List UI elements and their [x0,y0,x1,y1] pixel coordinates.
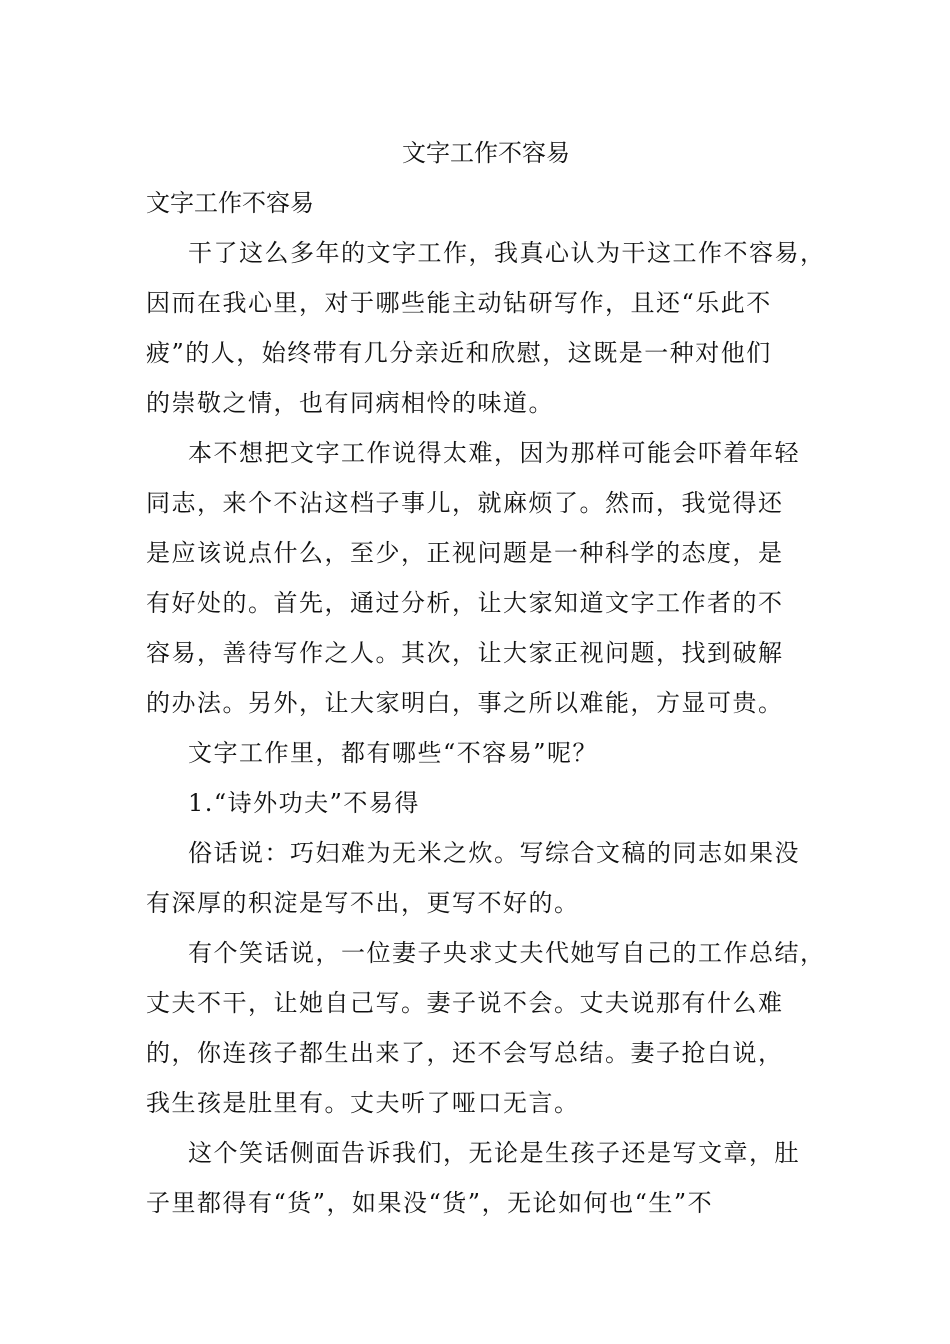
text-line: 的崇敬之情，也有同病相怜的味道。 [146,389,554,417]
text-line: 有个笑话说，一位妻子央求丈夫代她写自己的工作总结， [188,939,826,967]
text-line: 的，你连孩子都生出来了，还不会写总结。妻子抢白说， [146,1039,784,1067]
text-line: 子里都得有“货”，如果没“货”，无论如何也“生”不 [146,1189,714,1217]
text-line: 是应该说点什么，至少，正视问题是一种科学的态度，是 [146,539,784,567]
page-title: 文字工作不容易 [402,139,570,167]
text-line: 容易，善待写作之人。其次，让大家正视问题，找到破解 [146,639,784,667]
text-line: 的办法。另外，让大家明白，事之所以难能，方显可贵。 [146,689,784,717]
document-body [146,128,826,1228]
text-line: 有好处的。首先，通过分析，让大家知道文字工作者的不 [146,589,784,617]
text-line: 文字工作里，都有哪些“不容易”呢？ [188,739,599,767]
text-line: 干了这么多年的文字工作，我真心认为干这工作不容易， [188,239,826,267]
text-line: 同志，来个不沾这档子事儿，就麻烦了。然而，我觉得还 [146,489,784,517]
text-line: 疲”的人，始终带有几分亲近和欣慰，这既是一种对他们 [146,339,772,367]
text-line: 有深厚的积淀是写不出，更写不好的。 [146,889,580,917]
section-heading: 1.“诗外功夫”不易得 [188,789,420,817]
text-line: 因而在我心里，对于哪些能主动钻研写作，且还“乐此不 [146,289,772,317]
text-line: 我生孩是肚里有。丈夫听了哑口无言。 [146,1089,580,1117]
text-line: 俗话说：巧妇难为无米之炊。写综合文稿的同志如果没 [188,839,800,867]
document-subtitle: 文字工作不容易 [146,189,314,217]
text-line: 这个笑话侧面告诉我们，无论是生孩子还是写文章，肚 [188,1139,800,1167]
body-text [146,228,826,1228]
text-line: 本不想把文字工作说得太难，因为那样可能会吓着年轻 [188,439,800,467]
text-line: 丈夫不干，让她自己写。妻子说不会。丈夫说那有什么难 [146,989,784,1017]
